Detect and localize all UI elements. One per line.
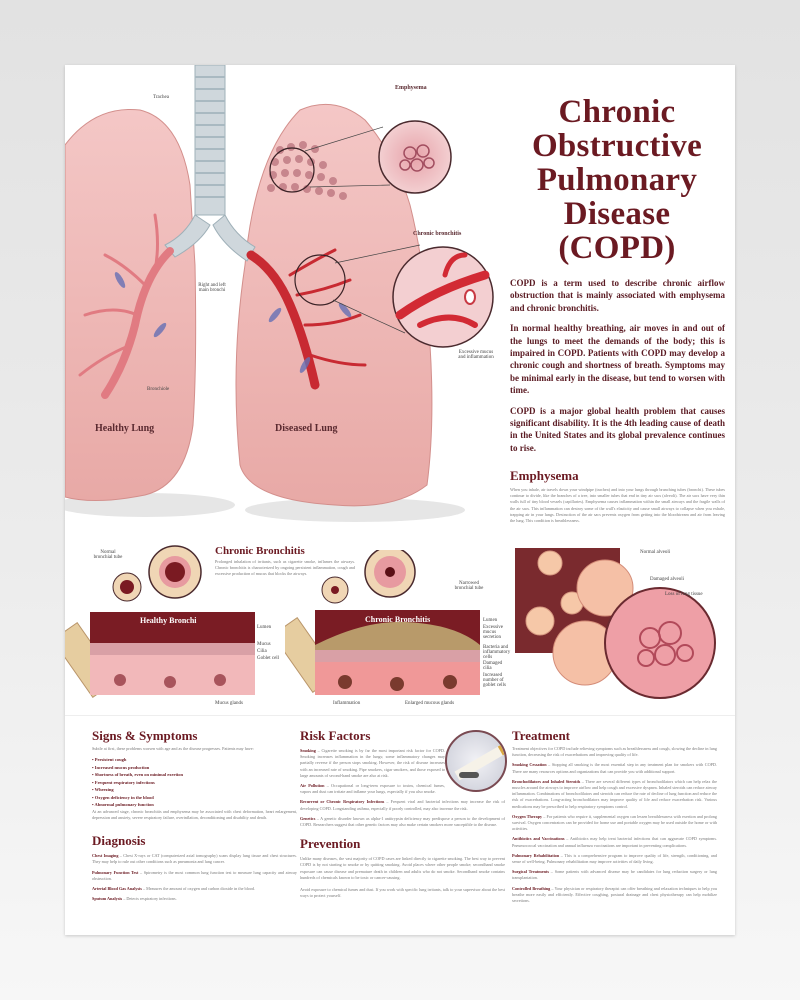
mucus-callout: Excessive mucus and inflammation [458,350,494,360]
symptom-item: • Shortness of breath, even on minimal exertion [92,771,297,779]
healthy-lung-label: Healthy Lung [95,423,155,434]
enlarged-glands-label: Enlarged mucous glands [405,701,455,706]
loss-lung-tissue-label: Loss of lung tissue [665,592,703,597]
narrowed-bronchial-tube-label: Narrowed bronchial tube [454,581,484,591]
damaged-alveoli-label: Damaged alveoli [650,577,685,582]
diseased-bronchi-title: Chronic Bronchitis [365,615,431,624]
normal-alveoli-label: Normal alveoli [640,550,671,555]
excess-mucus-label: Excessive mucus secretion [483,625,503,640]
emphysema-heading: Emphysema [510,468,579,483]
diseased-bronchi-illustration [285,550,510,715]
risk-heading: Risk Factors [300,728,371,743]
prevention-heading: Prevention [300,836,361,852]
damaged-cilia-label: Damaged cilia [483,661,503,671]
chronic-bronchitis-callout: Chronic bronchitis [413,231,462,237]
prevention-paragraph: Avoid exposure to chemical fumes and dust. If you work with specific lung irritants, talk to your supervisor about the best ways to protect yourself. [300,887,505,899]
page-title: Chronic Obstructive Pulmonary Disease (COPD) [531,94,703,266]
inflammation-label: Inflammation [333,701,361,706]
emphysema-callout: Emphysema [395,85,427,91]
risk-item: Smoking – Cigarette smoking is by far the most important risk factor for COPD. Smoking increases inflammation in the lungs; some inflammatory changes may partially reverse if the person stops smoking. However, the risk of disease increases with an increased rate of smoking. Pipe smokers, cigar smokers, and those exposed to large amounts of second-hand smoke are also at risk. [300,748,446,778]
copd-poster [65,65,735,935]
treatment-item: Pulmonary Rehabilitation – This is a comprehensive program to improve quality of life, strength, conditioning, and sense of well-being. Pulmonary rehabilitation may improve activities of daily living. [512,852,717,865]
healthy-bronchi-title: Healthy Bronchi [140,616,197,625]
treatment-intro: Treatment objectives for COPD include relieving symptoms such as breathlessness and cough, slowing the decline in lung function, decreasing the risk of exacerbations and improving quality of life. [512,746,717,758]
goblet-cells-label: Increased number of goblet cells [483,673,506,688]
mucus-label: Mucus [257,642,271,647]
column-right [512,728,717,904]
trachea-label: Trachea [153,95,169,100]
risk-item: Recurrent or Chronic Respiratory Infections – Frequent viral and bacterial infections may increase the risk of developing COPD. Longstanding asthma, especially if poorly controlled, may also increase the risk. [300,799,505,811]
treatment-item: Bronchodilators and Inhaled Steroids – There are several different types of bronchodilators which can help relax the muscles around the airways to improve airflow and help cough and excessive dyspnea. Inhaled steroids can reduce airway inflammation. Combinations of bronchodilators and steroids can reduce the rate of decline of lung function and reduce the risk of exacerbations. Long-acting bronchodilators may improve quality of life and reduce exacerbation risk. Various medications may be prescribed to help respiratory symptoms control. [512,778,717,809]
lungs-illustration [65,65,505,535]
treatment-item: Oxygen Therapy – For patients who require it, supplemental oxygen can lessen breathlessness with exertion and prolong survival. Oxygen concentrators can be provided for home use and portable oxygen may be used outside the home or with activities. [512,813,717,832]
column-middle [300,728,505,899]
alveoli-illustration [510,543,735,718]
cigarette-image [445,730,507,792]
diagnosis-item: Sputum Analysis – Detects respiratory infections. [92,896,177,902]
intro-text: COPD is a term used to describe chronic airflow obstruction that is mainly associated with emphysema and chronic bronchitis. In normal healthy breathing, air moves in and out of the lungs to meet the demands of the body; this is impaired in COPD. Patients with COPD may develop a chronic cough and shortness of breath. Symptoms may be minimal early in the disease, but tend to worsen with time. COPD is a major global health problem that causes significant disability. It is the 4th leading cause of death in the United States and its global prevalence continues to rise. [510,278,725,453]
diseased-lung-label: Diseased Lung [275,423,338,434]
diagnosis-item: Pulmonary Function Test – Spirometry is the most common lung function test to measure lung capacity and airway obstruction. [92,869,297,881]
bronchiole-label: Bronchiole [147,387,170,392]
symptom-item: • Oxygen deficiency in the blood [92,794,297,802]
bronchi-label: Right and left main bronchi [198,283,226,293]
treatment-item: Smoking Cessation – Stopping all smoking is the most essential step in any treatment plan for smokers with COPD. There are many resources options and organizations that can provide you with additional support. [512,762,718,774]
cilia-label: Cilia [257,649,267,654]
symptom-item: • Frequent respiratory infections [92,779,297,787]
lumen-label-2: Lumen [483,618,498,623]
chronic-bronchitis-body: Prolonged inhalation of irritants, such as cigarette smoke, inflames the airways. Chronic bronchitis is characterized by ongoing persistent inflammation, cough and excessive production of mucus that blocks the airways. [215,559,355,577]
treatment-item: Controlled Breathing – Your physician or respiratory therapist can offer breathing and relaxation techniques to help you breathe more easily and efficiently. Effective coughing, postural drainage and chest physiotherapy can help mobilize secretions. [512,885,717,904]
treatment-heading: Treatment [512,728,570,743]
symptom-item: • Persistent cough [92,756,297,764]
symptom-item: • Wheezing [92,786,297,794]
diagnosis-item: Chest Imaging – Chest X-rays or CAT (computerized axial tomography) scans display lung tissue and chest structures. They may help to rule out other conditions such as pneumonia and lung cancer. [92,853,297,865]
healthy-bronchi-illustration [65,540,285,715]
symptom-item: • Abnormal pulmonary function [92,801,297,809]
signs-intro: Subtle at first, these problems worsen with age and as the disease progresses. Patients may have: [92,746,254,751]
info-columns [65,715,735,935]
mucus-glands-label: Mucus glands [215,701,243,706]
risk-item: Genetics – A genetic disorder known as alpha-1 antitrypsin deficiency may predispose a person to the development of COPD. Researchers suggest that other genetic factors may also make certain smokers more susceptible to the disease. [300,815,505,828]
emphysema-section [510,468,725,524]
symptom-item: • Increased mucus production [92,764,297,772]
symptom-list [92,756,297,809]
treatment-item: Surgical Treatments – Some patients with advanced disease may be candidates for lung reduction surgery or lung transplantation. [512,869,717,881]
diagnosis-heading: Diagnosis [92,833,146,849]
bacteria-label: Bacteria and inflammatory cells [483,645,511,660]
chronic-bronchitis-heading: Chronic Bronchitis [215,545,305,557]
normal-bronchial-tube-label: Normal bronchial tube [93,550,123,560]
treatment-item: Antibiotics and Vaccinations – Antibiotics may help treat bacterial infections that can aggravate COPD symptoms. Pneumococcal vaccination and annual influenza vaccinations are important in preventing complications. [512,836,717,848]
diagnosis-item: Arterial Blood Gas Analysis – Measures the amount of oxygen and carbon dioxide in the blood. [92,885,256,891]
risk-item: Air Pollution – Occupational or long-term exposure to toxins, chemical fumes, vapors and dust can irritate and inflame your lungs, especially if you also smoke. [300,783,445,795]
prevention-paragraph: Unlike many diseases, the vast majority of COPD cases are linked directly to cigarette smoking. The best way to prevent COPD is by not starting to smoke or by quitting smoking. Avoid places where other people smoke; secondhand smoke exposure can cause disease and premature death in children and adults who do not smoke. Secondhand smoke contains hundreds of chemicals known to be toxic or cancer-causing. [300,856,505,880]
goblet-cell-label: Goblet cell [257,656,280,661]
signs-footer: At an advanced stage, chronic bronchitis and emphysema may be associated with chest deformation, heart enlargement, depression and anxiety, severe respiratory failure, overinflation, deconditioning and disability and death. [92,808,297,820]
lumen-label: Lumen [257,625,272,630]
column-left [92,728,297,902]
signs-heading: Signs & Symptoms [92,728,198,743]
emphysema-body: When you inhale, air travels down your windpipe (trachea) and into your lungs through branching tubes (bronchi). These tubes continue to divide, like the branches of a tree, into smaller tubes that end in tiny air sacs (alveoli). The air sacs have very thin walls full of tiny blood vessels (capillaries). Emphysema causes inflammation within the small airways and the fragile walls of the air sacs. This inflammation can destroy some of the wall's elasticity and cause small airways to collapse when you exhale, trapping air in your lungs. Destruction of the air sacs prevents oxygen from getting into the bloodstream and air from leaving the lung. This condition is breathlessness. [510,487,725,524]
